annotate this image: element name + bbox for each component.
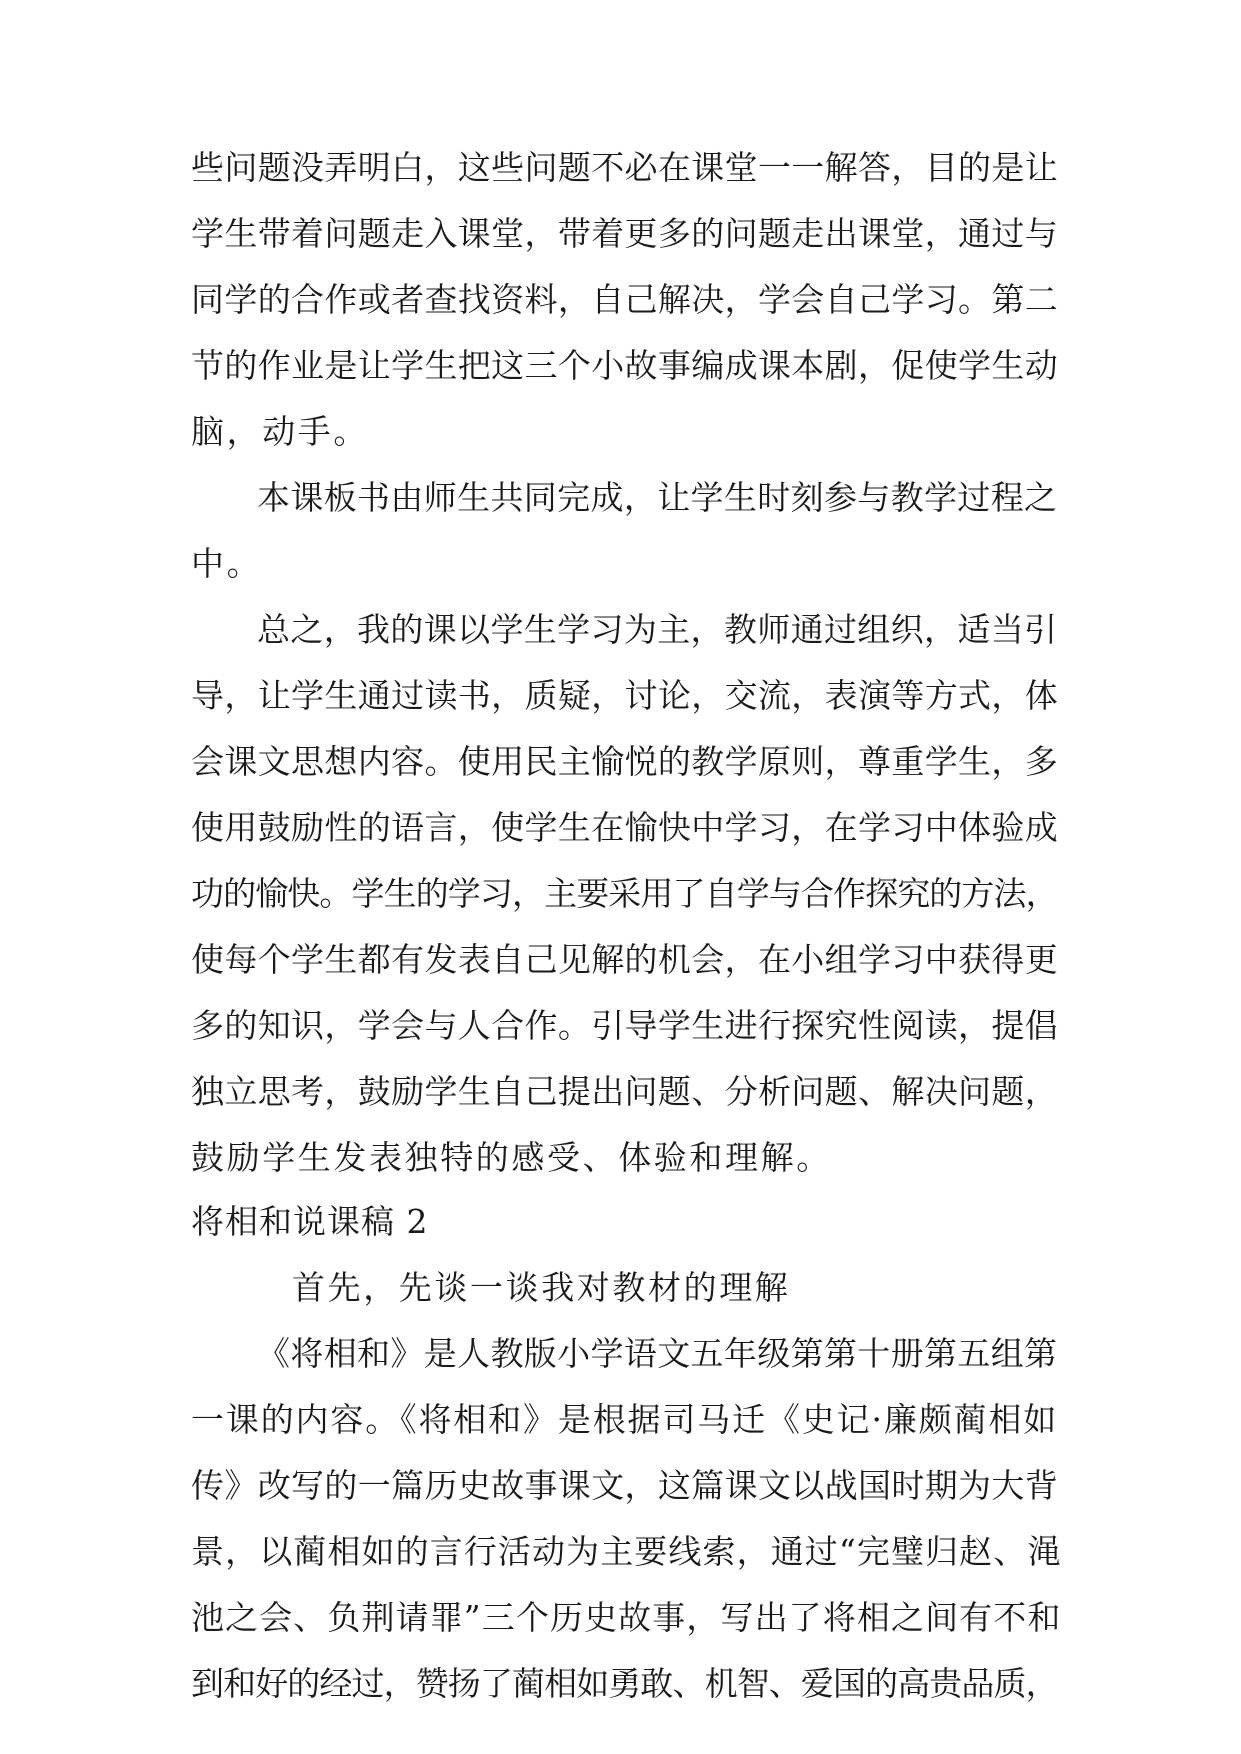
text-line: 景，以蔺相如的言行活动为主要线索，通过“完璧归赵、渑 — [191, 1532, 1062, 1571]
paragraph-first-line: 本课板书由师生共同完成，让学生时刻参与教学过程之 — [257, 478, 1058, 517]
text-line: 会课文思想内容。使用民主愉悦的教学原则，尊重学生，多 — [191, 742, 1059, 781]
text-line: 导，让学生通过读书，质疑，讨论，交流，表演等方式，体 — [191, 676, 1059, 715]
text-line: 多的知识，学会与人合作。引导学生进行探究性阅读，提倡 — [191, 1006, 1059, 1045]
text-line: 功的愉快。学生的学习，主要采用了自学与合作探究的方法， — [191, 874, 1058, 913]
text-line: 些问题没弄明白，这些问题不必在课堂一一解答，目的是让 — [191, 148, 1059, 187]
text-line: 传》改写的一篇历史故事课文，这篇课文以战国时期为大背 — [191, 1466, 1059, 1505]
text-line: 到和好的经过，赞扬了蔺相如勇敢、机智、爱国的高贵品质， — [191, 1664, 1058, 1703]
text-line: 一课的内容。《将相和》是根据司马迁《史记·廉颇蔺相如 — [191, 1400, 1059, 1439]
text-line: 中。 — [191, 544, 263, 583]
text-line: 节的作业是让学生把这三个小故事编成课本剧，促使学生动 — [191, 346, 1059, 385]
text-line: 独立思考，鼓励学生自己提出问题、分析问题、解决问题， — [191, 1072, 1059, 1111]
text-line: 池之会、负荆请罪”三个历史故事，写出了将相之间有不和 — [191, 1598, 1062, 1637]
text-line: 使用鼓励性的语言，使学生在愉快中学习，在学习中体验成 — [191, 808, 1059, 847]
text-line: 脑，动手。 — [191, 412, 369, 451]
text-line: 同学的合作或者查找资料，自己解决，学会自己学习。第二 — [191, 280, 1059, 319]
section-subheading: 首先，先谈一谈我对教材的理解 — [292, 1268, 791, 1307]
section-heading: 将相和说课稿 2 — [191, 1202, 429, 1241]
paragraph-first-line: 《将相和》是人教版小学语文五年级第第十册第五组第 — [257, 1334, 1058, 1373]
paragraph-first-line: 总之，我的课以学生学习为主，教师通过组织，适当引 — [257, 610, 1058, 649]
text-line: 使每个学生都有发表自己见解的机会，在小组学习中获得更 — [191, 940, 1059, 979]
text-line: 学生带着问题走入课堂，带着更多的问题走出课堂，通过与 — [191, 214, 1059, 253]
text-line: 鼓励学生发表独特的感受、体验和理解。 — [191, 1138, 832, 1177]
